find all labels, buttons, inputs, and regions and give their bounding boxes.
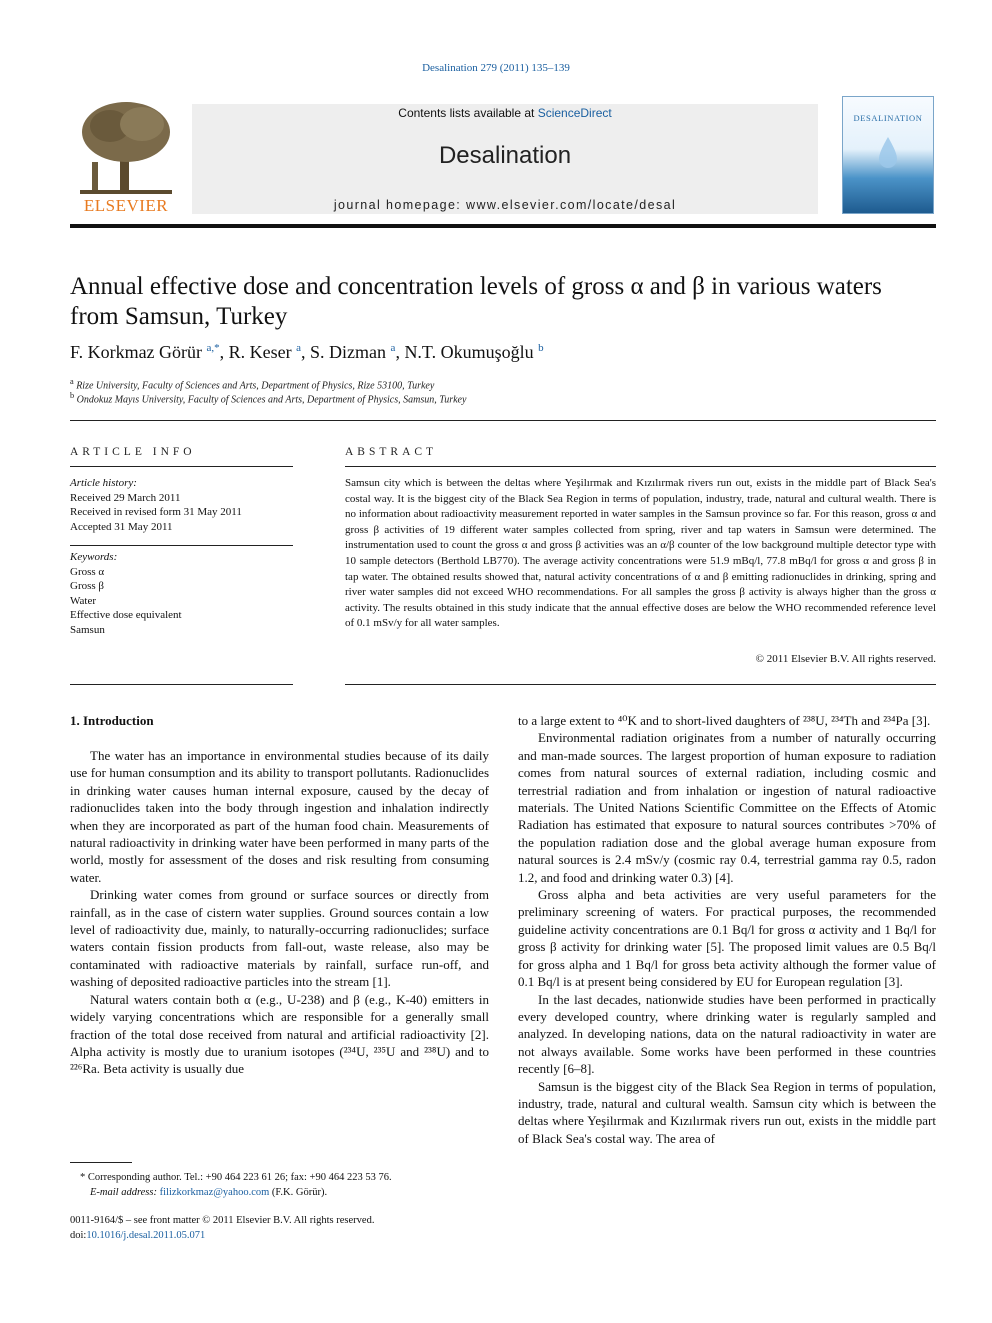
cover-title: DESALINATION (853, 113, 923, 123)
footnote-rule (70, 1162, 132, 1163)
author-affiliation-mark[interactable]: a (390, 342, 396, 354)
author-list: F. Korkmaz Görür $^{a,*}$, R. Keser $^a$, S. Dizman $^a$, N.T. Okumuşoğlu $^b$ (70, 342, 544, 362)
article-info-label: ARTICLE INFO (70, 446, 196, 458)
journal-citation[interactable]: Desalination 279 (2011) 135–139 (422, 62, 570, 74)
paragraph: to a large extent to ⁴⁰K and to short-lived daughters of ²³⁸U, ²³⁴Th and ²³⁴Pa [3]. (518, 713, 931, 728)
author-name: S. Dizman (310, 342, 387, 362)
elsevier-wordmark: ELSEVIER (83, 196, 169, 215)
header-rule (70, 224, 936, 228)
email-suffix: (F.K. Görür). (271, 1187, 328, 1198)
divider (345, 466, 936, 467)
doi-label: doi: (70, 1230, 87, 1241)
divider (70, 545, 293, 546)
left-column (70, 747, 489, 1078)
paragraph: In the last decades, nationwide studies have been performed in practically every developed country, where drinking water is regularly sampled and analyzed. In developing nations, data on the natural radioactivity in water are not always available. Some works have been performed in these countries recently [6–8]. (518, 991, 936, 1077)
contents-line (192, 106, 818, 120)
front-matter (70, 1213, 500, 1243)
section-heading: 1. Introduction (70, 713, 154, 728)
affiliation-mark: a (70, 377, 74, 386)
divider (345, 684, 936, 685)
corresponding-footnote (80, 1170, 500, 1200)
history-item: Received in revised form 31 May 2011 (70, 506, 242, 518)
keyword: Gross β (70, 580, 105, 592)
email-label: E-mail address: (90, 1187, 157, 1198)
contents-prefix: Contents lists available at (398, 106, 538, 120)
keyword: Water (70, 594, 96, 607)
divider (70, 420, 936, 421)
keyword: Samsun (70, 623, 105, 636)
affiliation-a (70, 377, 930, 391)
paragraph: Environmental radiation originates from a number of naturally occurring and man-made sources. The largest proportion of human exposure to radiation comes from natural sources of external radiation, including cosmic and terrestrial radiation and from inhalation or ingestion of natural radioactive materials. The United Nations Scientific Committee on the Effects of Atomic Radiation has estimated that exposure to natural sources contributes >70% of the population radiation dose and the global average human exposure from natural sources is 2.4 mSv/y (cosmic ray 0.4, terrestrial gamma ray 0.5, radon 1.2, and food and drinking water 0.3) [4]. (518, 730, 936, 885)
corresponding-author: * Corresponding author. Tel.: +90 464 223 61 26; fax: +90 464 223 53 76. (80, 1172, 392, 1183)
affiliation-b (70, 391, 930, 405)
journal-title: Desalination (438, 142, 572, 169)
keyword: Effective dose equivalent (70, 609, 182, 621)
article-history (70, 476, 293, 534)
paragraph: Natural waters contain both α (e.g., U-238) and β (e.g., K-40) emitters in widely varying concentrations which are responsible for a generally small fraction of the total dose received from natural and artificial radioactivity [2]. Alpha activity is mostly due to uranium isotopes (²³⁴U, ²³⁵U and ²³⁸U) and to ²²⁶Ra. Beta activity is usually due (70, 991, 489, 1077)
author-name: N.T. Okumuşoğlu (404, 342, 534, 362)
issn-line: 0011-9164/$ – see front matter © 2011 Elsevier B.V. All rights reserved. (70, 1215, 375, 1226)
author-affiliation-mark[interactable]: a,* (206, 342, 220, 354)
keywords (70, 550, 293, 637)
right-column (518, 712, 936, 1147)
author-affiliation-mark[interactable]: a (296, 342, 302, 354)
paragraph: Drinking water comes from ground or surface sources or directly from rainfall, as in the case of cistern water supplies. Ground sources contain a low level of radioactivity due, mainly, to naturally-occurring radionuclides; surface waters contain fission products from fall-out, waste release, also may be contaminated with radioactive materials by rainfall, surface run-off, and washing of deposited radioactive particles into the stream [1]. (70, 887, 489, 990)
affiliation-text: Ondokuz Mayıs University, Faculty of Sciences and Arts, Department of Physics, Samsun, Turkey (76, 394, 467, 406)
abstract-text: Samsun city which is between the deltas where Yeşilırmak and Kızılırmak rivers run out, exists in the middle part of Black Sea's costal way. It is the biggest city of the Black Sea Region in terms of population, industry, trade, natural and cultural wealth. There is no information about radioactivity measurement reported in water samples in the Samsun province so far. For this reason, gross α and gross β activities of 19 different water samples collected from spring, river and tap waters in Samsun were determined. The instrumentation used to count the gross α and gross β activities was an α/β counter of the low background multiple detector type with 10 sample detectors (Berthold LB770). The average activity concentrations were 51.9 mBq/l, 77.8 mBq/l for gross α and gross β in tap water. The obtained results showed that, natural activity concentrations of α and β emitting radionuclides in drinking, spring and river water samples did not exceed WHO recommendations. For all samples the gross β activity is always higher than the gross α activity. The results obtained in this study indicate that the annual effective doses are below the WHO recommended reference level of 0.1 mSv/y for all water samples. (345, 477, 936, 630)
affiliation-text: Rize University, Faculty of Sciences and Arts, Department of Physics, Rize 53100, Turkey (76, 380, 435, 392)
history-label: Article history: (70, 477, 137, 489)
journal-homepage[interactable]: journal homepage: www.elsevier.com/locate/desal (333, 198, 677, 212)
paragraph: The water has an importance in environmental studies because of its daily use for human consumption and its ability to transport pollutants. Radionuclides in drinking water causes human internal exposure, caused by the decay of radionuclides taken into the body through ingestion and inhalation indirectly when they are incorporated as part of the human food chain. Measurements of natural radioactivity in drinking water have been performed in many parts of the world, mostly for assessment of the doses and risk resulting from consuming water. (70, 748, 489, 885)
keywords-label: Keywords: (70, 551, 118, 563)
author-name: R. Keser (228, 342, 292, 362)
divider (70, 466, 293, 467)
title-line-2: from Samsun, Turkey (70, 303, 288, 330)
keyword: Gross α (70, 565, 105, 578)
history-item: Accepted 31 May 2011 (70, 520, 173, 533)
author-name: F. Korkmaz Görür (70, 342, 203, 362)
doi-line (70, 1228, 500, 1243)
divider (70, 684, 293, 685)
abstract-label: ABSTRACT (345, 446, 438, 458)
email-line (80, 1185, 500, 1200)
article-title (70, 272, 940, 332)
abstract-copyright: © 2011 Elsevier B.V. All rights reserved. (755, 653, 936, 665)
author-affiliation-mark[interactable]: b (538, 342, 544, 354)
title-line-1: Annual effective dose and concentration levels of gross α and β in various waters (70, 273, 882, 300)
sciencedirect-link[interactable]: ScienceDirect (537, 106, 612, 120)
affiliation-mark: b (70, 391, 75, 400)
paragraph: Samsun is the biggest city of the Black Sea Region in terms of population, industry, trade, natural and cultural wealth. Samsun city which is between the deltas where Yeşilırmak and Kızılırmak rivers run out, exists in the middle part of Black Sea's costal way. The area of (518, 1078, 936, 1146)
doi-link[interactable]: 10.1016/j.desal.2011.05.071 (86, 1230, 206, 1241)
email-link[interactable]: filizkorkmaz@yahoo.com (159, 1187, 270, 1198)
paragraph: Gross alpha and beta activities are very useful parameters for the preliminary screening of waters. For practical purposes, the recommended guideline activity concentrations are 0.1 Bq/l for gross α activity and 1 Bq/l for gross β activity for drinking water [5]. The proposed limit values are 0.5 Bq/l for gross alpha and 1 Bq/l for gross beta activity although the former value of 0.1 Bq/l is at present being considered by EU for European regulation [3]. (518, 887, 936, 990)
history-item: Received 29 March 2011 (70, 491, 181, 504)
